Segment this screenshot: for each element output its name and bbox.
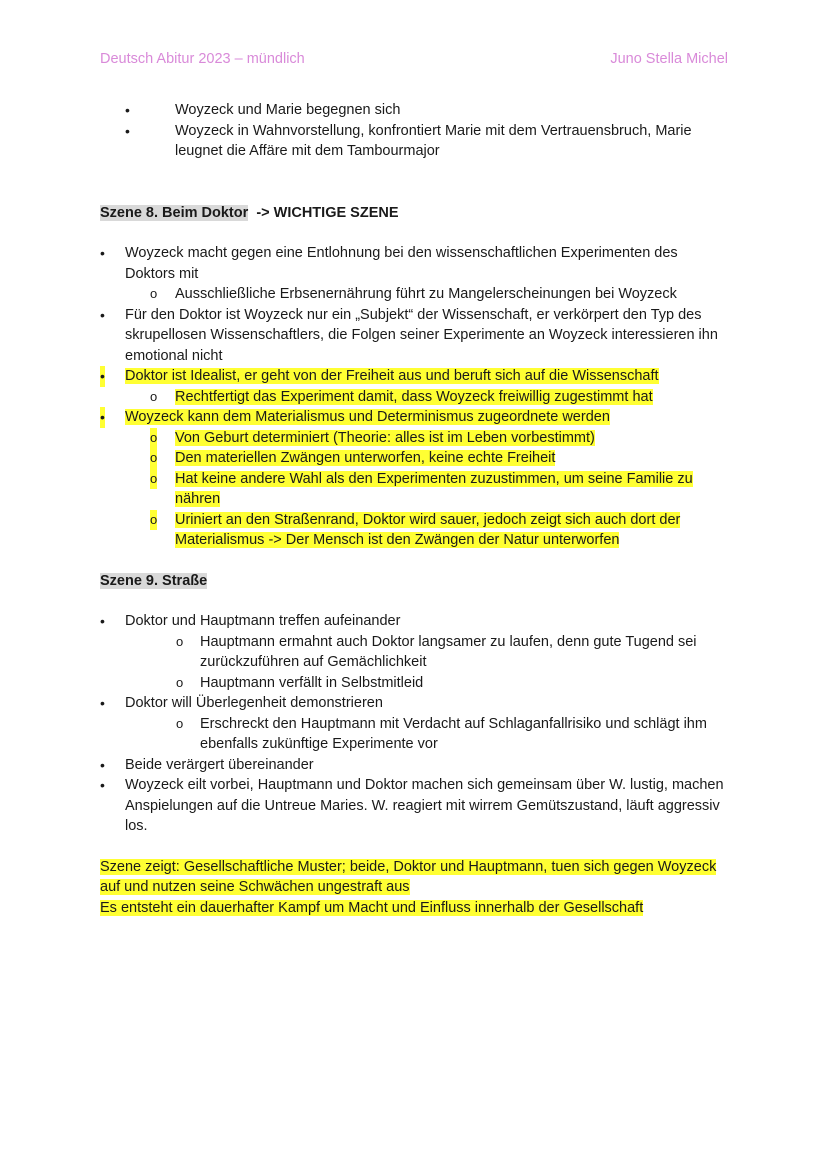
- list-item: • Doktor und Hauptmann treffen aufeinander: [100, 611, 728, 632]
- scene-8-heading: [100, 203, 728, 224]
- bullet-icon: •: [100, 306, 105, 323]
- list-item: • Woyzeck macht gegen eine Entlohnung bei den wissenschaftlichen Experimenten des Doktors mit: [100, 245, 678, 282]
- bullet-icon: •: [100, 777, 105, 793]
- circle-bullet-icon: o: [150, 388, 158, 404]
- circle-bullet-icon: o: [150, 510, 157, 531]
- bullet-icon: •: [100, 407, 105, 428]
- scene-summary: [100, 857, 728, 919]
- circle-bullet-icon: o: [150, 448, 157, 469]
- scene-9-title: Szene 9. Straße: [100, 572, 208, 589]
- circle-bullet-icon: o: [150, 469, 157, 490]
- sub-list-item: o Hauptmann ermahnt auch Doktor langsamer zu laufen, denn gute Tugend sei zurückzuführen auf Gemächlichkeit: [176, 633, 697, 670]
- circle-bullet-icon: o: [176, 715, 184, 731]
- summary-line-2: Es entsteht ein dauerhafter Kampf um Macht und Einfluss innerhalb der Gesellschaft: [100, 899, 644, 916]
- sub-list-item: o Erschreckt den Hauptmann mit Verdacht auf Schlaganfallrisiko und schlägt ihm ebenfalls zukünftige Experimente vor: [176, 715, 707, 752]
- page-content: [100, 100, 728, 918]
- list-item: • Woyzeck kann dem Materialismus und Determinismus zugeordnete werden: [100, 407, 728, 428]
- sub-list-item: o Von Geburt determiniert (Theorie: alles ist im Leben vorbestimmt): [100, 428, 728, 449]
- list-item: • Woyzeck eilt vorbei, Hauptmann und Doktor machen sich gemeinsam über W. lustig, machen Anspielungen auf die Untreue Maries. W. reagiert mit wirrem Gemütszustand, läuft aggressiv los.: [100, 777, 724, 834]
- list-item: • Doktor will Überlegenheit demonstrieren: [100, 693, 728, 714]
- bullet-icon: •: [100, 756, 105, 773]
- circle-bullet-icon: o: [150, 428, 157, 449]
- bullet-icon: •: [100, 613, 105, 629]
- summary-line-1: Szene zeigt: Gesellschaftliche Muster; beide, Doktor und Hauptmann, tuen sich gegen Woyzeck auf und nutzen seine Schwächen ungestraft aus: [100, 858, 717, 895]
- list-item: • Beide verärgert übereinander: [100, 755, 728, 776]
- list-item: • Woyzeck und Marie begegnen sich: [100, 100, 728, 121]
- bullet-icon: •: [100, 245, 105, 261]
- circle-bullet-icon: o: [150, 286, 158, 301]
- bullet-icon: •: [100, 695, 105, 711]
- bullet-icon: •: [100, 366, 105, 387]
- scene-8-title: Szene 8. Beim Doktor: [100, 204, 249, 221]
- header-subject: Deutsch Abitur 2023 – mündlich: [100, 51, 305, 67]
- sub-list-item: o Ausschließliche Erbsenernährung führt zu Mangelerscheinungen bei Woyzeck: [100, 284, 728, 305]
- scene-8-title-suffix: -> WICHTIGE SZENE: [256, 204, 399, 221]
- list-item: • Für den Doktor ist Woyzeck nur ein „Subjekt“ der Wissenschaft, er verkörpert den Typ des skrupellosen Wissenschaftlers, die Folgen seiner Experimente an Woyzeck interessieren ihn emotional nicht: [100, 306, 718, 364]
- sub-list-item: o Hauptmann verfällt in Selbstmitleid: [100, 673, 728, 694]
- sub-list-item: o Den materiellen Zwängen unterworfen, keine echte Freiheit: [100, 448, 728, 469]
- circle-bullet-icon: o: [176, 674, 184, 690]
- scene-9-heading: [100, 571, 728, 592]
- sub-list-item: o Uriniert an den Straßenrand, Doktor wird sauer, jedoch zeigt sich auch dort der Materialismus -> Der Mensch ist den Zwängen der Natur unterworfen: [150, 511, 681, 548]
- sub-list-item: o Rechtfertigt das Experiment damit, dass Woyzeck freiwillig zugestimmt hat: [100, 387, 728, 408]
- bullet-icon: •: [125, 122, 130, 139]
- sub-list-item: o Hat keine andere Wahl als den Experimenten zuzustimmen, um seine Familie zu nähren: [150, 470, 693, 507]
- bullet-icon: •: [125, 102, 130, 118]
- list-item: • Doktor ist Idealist, er geht von der Freiheit aus und beruft sich auf die Wissenschaft: [100, 366, 728, 387]
- circle-bullet-icon: o: [176, 633, 184, 649]
- list-item: • Woyzeck in Wahnvorstellung, konfrontiert Marie mit dem Vertrauensbruch, Marie leugnet die Affäre mit dem Tambourmajor: [125, 122, 692, 159]
- header-author: Juno Stella Michel: [610, 51, 728, 67]
